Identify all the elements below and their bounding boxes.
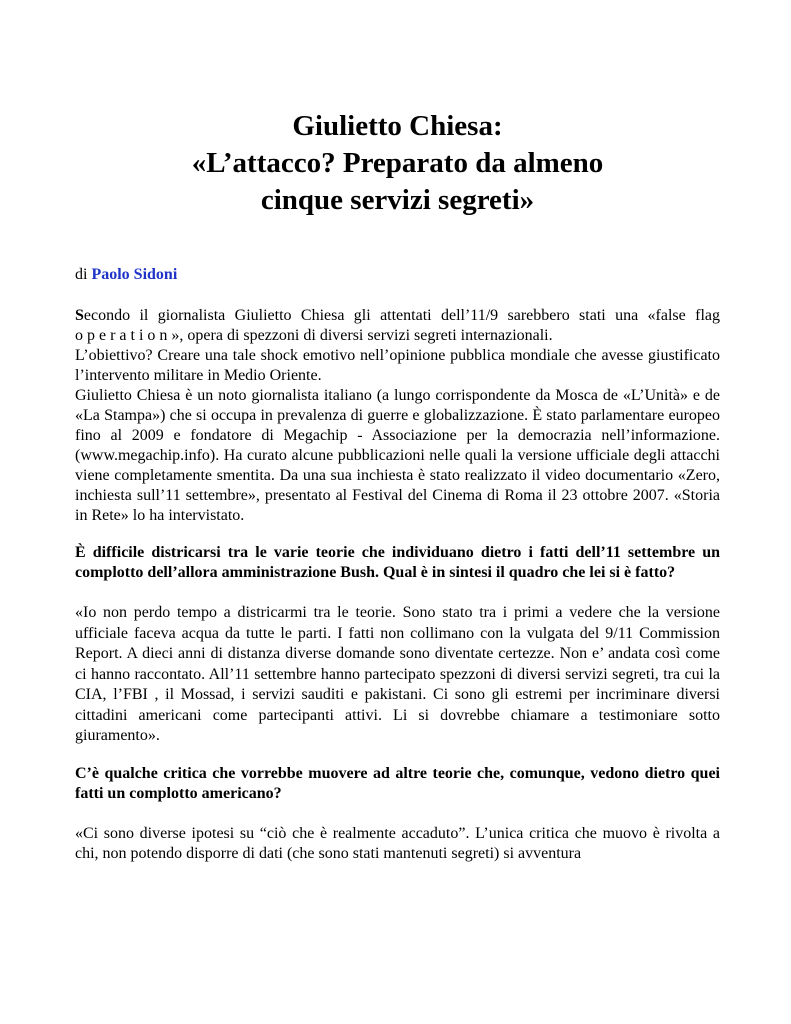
answer-2: «Ci sono diverse ipotesi su “ciò che è realmente accaduto”. L’unica critica che muovo è rivolta a chi, non potendo disporre di dati (che sono stati mantenuti segreti) si avventura <box>75 824 720 862</box>
article-title <box>75 108 720 219</box>
question-2: C’è qualche critica che vorrebbe muovere ad altre teorie che, comunque, vedono dietro quei fatti un complotto americano? <box>75 764 720 802</box>
title-line-2: «L’attacco? Preparato da almeno <box>191 147 604 179</box>
title-line-3: cinque servizi segreti» <box>260 184 535 216</box>
answer-1: «Io non perdo tempo a districarmi tra le teorie. Sono stato tra i primi a vedere che la versione ufficiale faceva acqua da tutte le parti. I fatti non collimano con la vulgata del 9/11 Commission Report. A dieci anni di distanza diverse domande sono diventate certezze. Non e’ andata così come ci hanno raccontato. All’11 settembre hanno partecipato spezzoni di diversi servizi segreti, tra cui la CIA, l’FBI , il Mossad, i servizi sauditi e pakistani. Ci sono gli estremi per incriminare diversi cittadini americani come partecipanti attivi. Li si dovrebbe chiamare a testimoniare sotto giuramento». <box>75 604 720 744</box>
byline <box>75 265 720 284</box>
intro-paragraph-1 <box>75 306 720 346</box>
document-page <box>75 108 720 865</box>
byline-prefix: di <box>75 266 92 283</box>
intro-first-letter: S <box>75 307 84 324</box>
question-1: È difficile districarsi tra le varie teorie che individuano dietro i fatti dell’11 settembre un complotto dell’allora amministrazione Bush. Qual è in sintesi il quadro che lei si è fatto? <box>75 544 720 581</box>
intro-paragraph-3: Giulietto Chiesa è un noto giornalista italiano (a lungo corrispondente da Mosca de «L’Unità» e de «La Stampa») che si occupa in prevalenza di guerre e globalizzazione. È stato parlamentare europeo fino al 2009 e fondatore di Megachip - Associazione per la democrazia nell’informazione. (www.megachip.info). Ha curato alcune pubblicazioni nelle quali la versione ufficiale degli attacchi viene completamente smentita. Da una sua inchiesta è stato realizzato il video documentario «Zero, inchiesta sull’11 settembre», presentato al Festival del Cinema di Roma il 23 ottobre 2007. «Storia in Rete» lo ha intervistato. <box>75 387 720 524</box>
author-name: Paolo Sidoni <box>91 266 178 283</box>
intro-text-1a: econdo il giornalista Giulietto Chiesa gli attentati dell’11/9 sarebbero stati una «false flag <box>83 307 720 324</box>
intro-text-1b: », opera di spezzoni di diversi servizi segreti internazionali. <box>171 327 553 344</box>
intro-paragraph-2: L’obiettivo? Creare una tale shock emotivo nell’opinione pubblica mondiale che avesse giustificato l’intervento militare in Medio Oriente. <box>75 347 720 384</box>
intro-spaced-word: operation <box>75 327 172 344</box>
title-line-1: Giulietto Chiesa: <box>292 110 503 142</box>
intro-section <box>75 306 720 526</box>
